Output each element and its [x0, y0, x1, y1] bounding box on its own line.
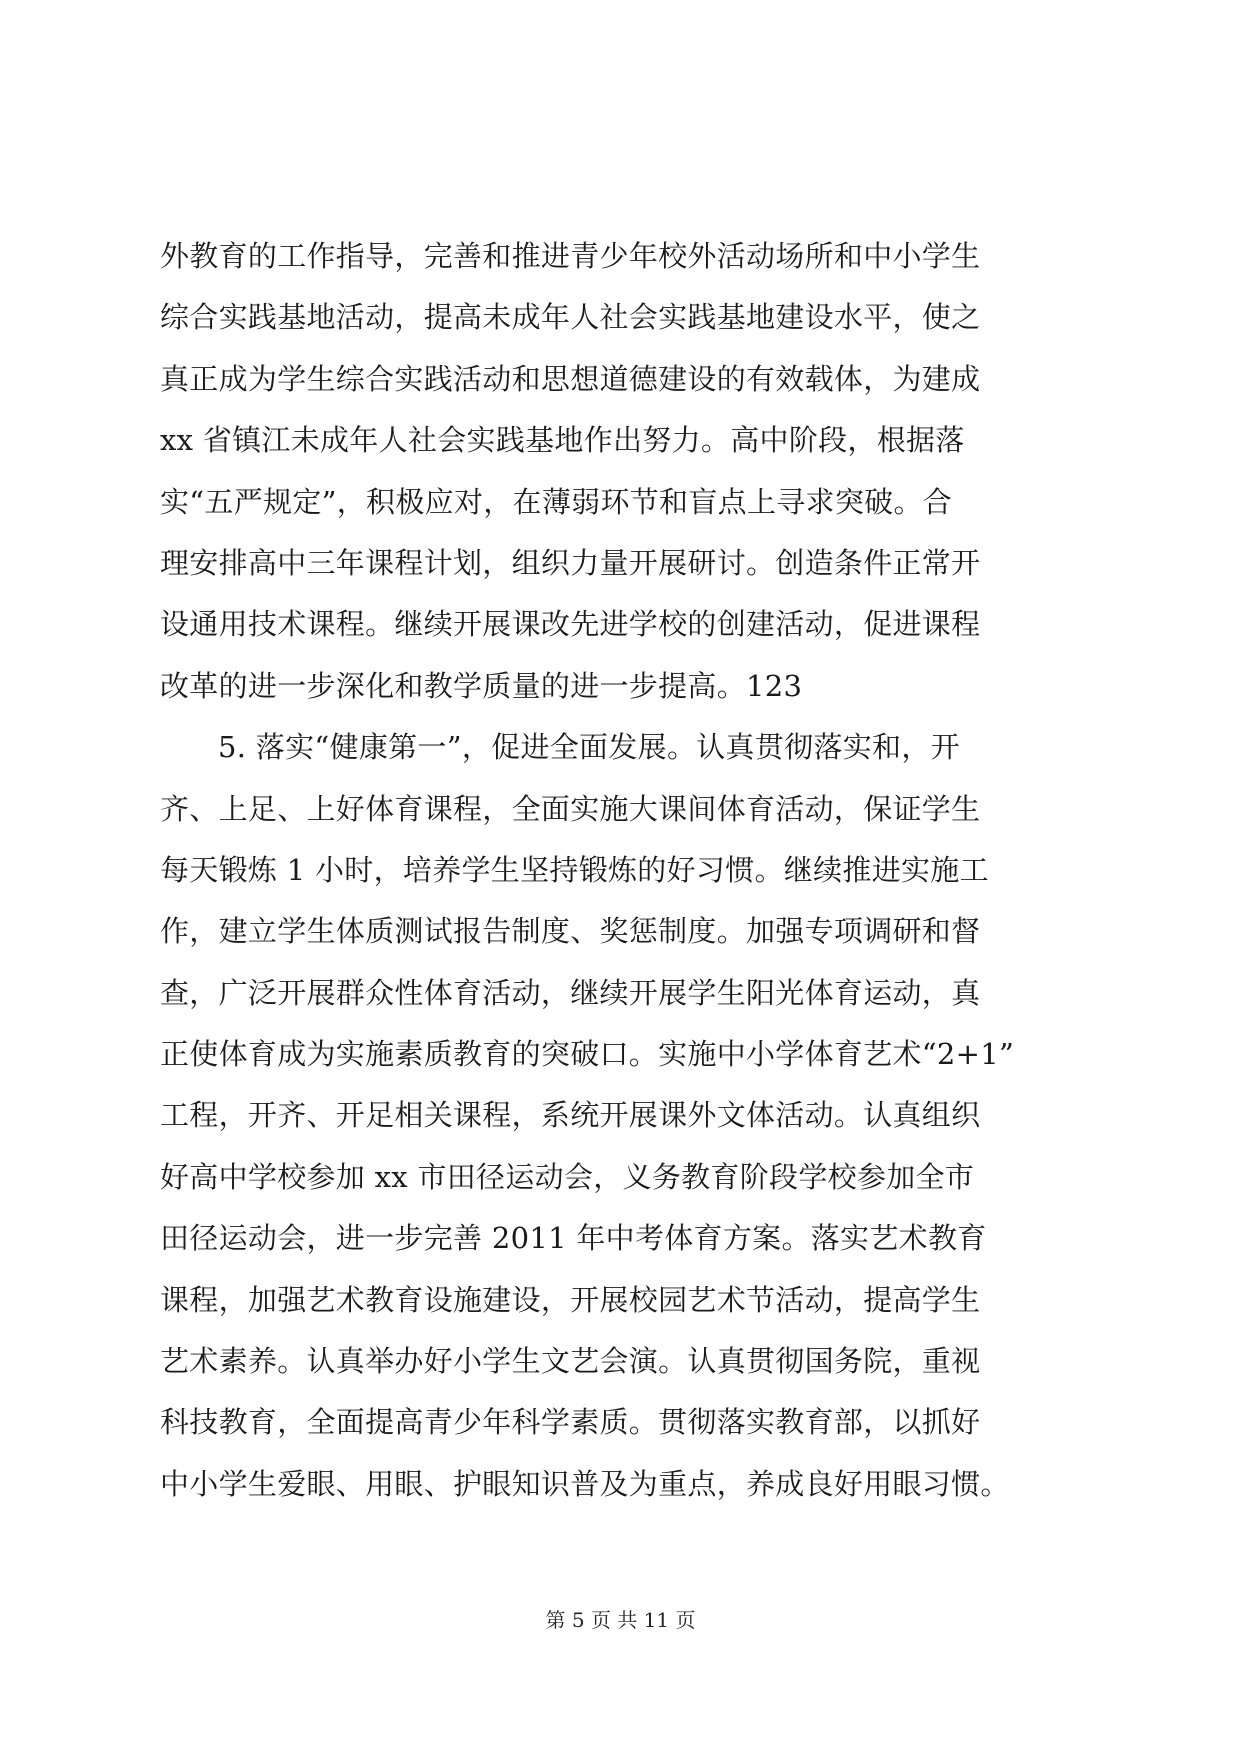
text-line: 每天锻炼 1 小时，培养学生坚持锻炼的好习惯。继续推进实施工 [160, 852, 989, 887]
text-line: 科技教育，全面提高青少年科学素质。贯彻落实教育部，以抓好 [160, 1405, 981, 1440]
text-line: 综合实践基地活动，提高未成年人社会实践基地建设水平，使之 [160, 300, 981, 335]
text-line: 实“五严规定”，积极应对，在薄弱环节和盲点上寻求突破。合 [160, 484, 953, 519]
text-line: 查，广泛开展群众性体育活动，继续开展学生阳光体育运动，真 [160, 975, 981, 1010]
text-line: 中小学生爱眼、用眼、护眼知识普及为重点，养成良好用眼习惯。 [160, 1466, 1010, 1501]
text-line: 真正成为学生综合实践活动和思想道德建设的有效载体，为建成 [160, 361, 981, 396]
paragraph-heading-line: 5. 落实“健康第一”，促进全面发展。认真贯彻落实和，开 [218, 730, 960, 765]
document-body [160, 226, 1090, 1515]
text-line: 设通用技术课程。继续开展课改先进学校的创建活动，促进课程 [160, 607, 981, 642]
text-line: 外教育的工作指导，完善和推进青少年校外活动场所和中小学生 [160, 239, 981, 273]
text-line: 田径运动会，进一步完善 2011 年中考体育方案。落实艺术教育 [160, 1221, 987, 1256]
text-line: 好高中学校参加 xx 市田径运动会，义务教育阶段学校参加全市 [160, 1159, 975, 1194]
page-footer: 第 5 页 共 11 页 [545, 1608, 696, 1632]
text-line: 课程，加强艺术教育设施建设，开展校园艺术节活动，提高学生 [160, 1282, 981, 1317]
text-line: 改革的进一步深化和教学质量的进一步提高。123 [160, 668, 803, 703]
text-line: 工程，开齐、开足相关课程，系统开展课外文体活动。认真组织 [160, 1098, 981, 1133]
text-line: xx 省镇江未成年人社会实践基地作出努力。高中阶段，根据落 [160, 423, 965, 458]
text-line: 齐、上足、上好体育课程，全面实施大课间体育活动，保证学生 [160, 791, 981, 826]
text-line: 理安排高中三年课程计划，组织力量开展研讨。创造条件正常开 [160, 545, 981, 580]
text-line: 作，建立学生体质测试报告制度、奖惩制度。加强专项调研和督 [160, 914, 981, 949]
text-line: 正使体育成为实施素质教育的突破口。实施中小学体育艺术“2+1” [160, 1037, 1015, 1072]
text-line: 艺术素养。认真举办好小学生文艺会演。认真贯彻国务院，重视 [160, 1344, 981, 1379]
